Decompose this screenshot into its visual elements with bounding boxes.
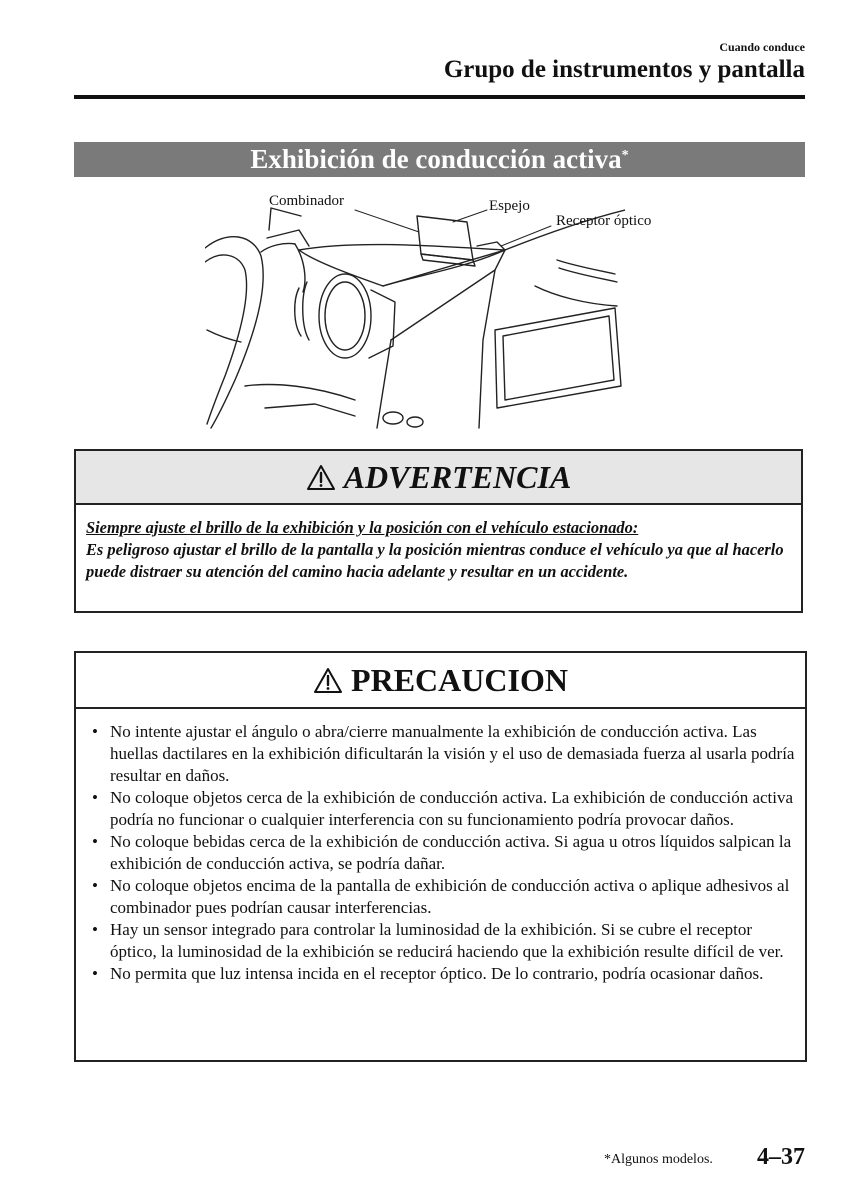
page-title: Grupo de instrumentos y pantalla	[443, 56, 805, 83]
warning-text: Es peligroso ajustar el brillo de la pantalla y la posición mientras conduce el vehículo ya que al hacerlo puede distraer su atención del camino hacia adelante y resultar en un accidente.	[86, 540, 784, 581]
caution-title: PRECAUCION	[351, 661, 568, 698]
warning-header	[76, 451, 801, 505]
caution-item: • No coloque bebidas cerca de la exhibición de conducción activa. Si agua u otros líquidos salpican la exhibición de conducción activa, se podría dañar.	[88, 831, 799, 875]
section-banner	[74, 142, 805, 177]
caution-header	[76, 653, 805, 709]
caution-list	[76, 709, 805, 985]
warning-body	[76, 505, 801, 583]
header-subtitle: Cuando conduce	[719, 40, 805, 54]
caution-item: • No coloque objetos encima de la pantalla de exhibición de conducción activa o aplique adhesivos al combinador pues podrían causar interferencias.	[88, 875, 799, 919]
warning-box	[74, 449, 803, 613]
mirror-label: Espejo	[489, 198, 530, 214]
warning-triangle-icon	[306, 464, 336, 491]
dashboard-figure	[205, 190, 652, 430]
receiver-label: Receptor óptico	[556, 213, 652, 229]
caution-item: • Hay un sensor integrado para controlar la luminosidad de la exhibición. Si se cubre el receptor óptico, la luminosidad de la exhibición se reducirá haciendo que la exhibición resulte difícil de ver.	[88, 919, 799, 963]
caution-item: • No intente ajustar el ángulo o abra/cierre manualmente la exhibición de conducción activa. Las huellas dactilares en la exhibición dificultarán la visión y el uso de demasiada fuerza al usarla podría resultar en daños.	[88, 721, 799, 787]
page-number: 4–37	[757, 1144, 805, 1170]
section-title: Exhibición de conducción activa	[250, 144, 622, 174]
warning-lead: Siempre ajuste el brillo de la exhibición y la posición con el vehículo estacionado:	[86, 518, 639, 537]
section-marker: *	[621, 148, 629, 163]
warning-triangle-icon	[313, 667, 343, 694]
caution-item: • No coloque objetos cerca de la exhibición de conducción activa. La exhibición de conducción activa podría no funcionar o cualquier interferencia con su funcionamiento podría provocar daños.	[88, 787, 799, 831]
combiner-label: Combinador	[269, 193, 344, 209]
caution-box	[74, 651, 807, 1062]
warning-title: ADVERTENCIA	[343, 458, 572, 495]
header-divider	[74, 95, 805, 99]
caution-item: • No permita que luz intensa incida en el receptor óptico. De lo contrario, podría ocasionar daños.	[88, 963, 799, 985]
footer-note: *Algunos modelos.	[604, 1152, 713, 1167]
